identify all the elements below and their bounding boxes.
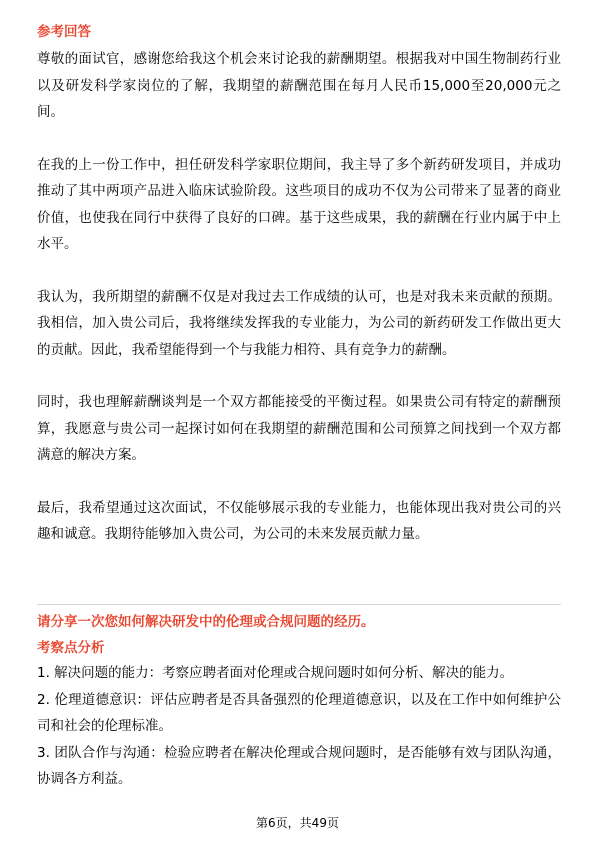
answer-heading: 参考回答: [37, 24, 91, 40]
analysis-point-2: 2. 伦理道德意识：评估应聘者是否具备强烈的伦理道德意识，以及在工作中如何维护公司和社会的伦理标准。: [37, 691, 561, 734]
answer-paragraph-5: 最后，我希望通过这次面试，不仅能够展示我的专业能力，也能体现出我对贵公司的兴趣和诚意。我期待能够加入贵公司，为公司的未来发展贡献力量。: [37, 499, 561, 542]
question-section: [37, 612, 561, 793]
analysis-point-1: 1. 解决问题的能力：考察应聘者面对伦理或合规问题时如何分析、解决的能力。: [37, 665, 514, 681]
answer-paragraph-4: 同时，我也理解薪酬谈判是一个双方都能接受的平衡过程。如果贵公司有特定的薪酬预算，我愿意与贵公司一起探讨如何在我期望的薪酬范围和公司预算之间找到一个双方都满意的解决方案。: [37, 394, 561, 463]
section-divider: [37, 604, 561, 605]
answer-paragraph-1: 尊敬的面试官，感谢您给我这个机会来讨论我的薪酬期望。根据我对中国生物制药行业以及研发科学家岗位的了解，我期望的薪酬范围在每月人民币15,000至20,000元之间。: [37, 51, 561, 120]
page-number: 第6页，共49页: [256, 816, 339, 830]
answer-paragraph-3: 我认为，我所期望的薪酬不仅是对我过去工作成绩的认可，也是对我未来贡献的预期。我相信，加入贵公司后，我将继续发挥我的专业能力，为公司的新药研发工作做出更大的贡献。因此，我希望能得到一个与我能力相符、具有竞争力的薪酬。: [37, 288, 561, 358]
analysis-heading: 考察点分析: [37, 640, 105, 656]
question-title: 请分享一次您如何解决研发中的伦理或合规问题的经历。: [37, 614, 375, 630]
answer-paragraph-2: 在我的上一份工作中，担任研发科学家职位期间，我主导了多个新药研发项目，并成功推动了其中两项产品进入临床试验阶段。这些项目的成功不仅为公司带来了显著的商业价值，也使我在同行中获得了良好的口碑。基于这些成果，我的薪酬在行业内属于中上水平。: [37, 156, 561, 252]
document-page: [37, 0, 561, 548]
analysis-point-3: 3. 团队合作与沟通：检验应聘者在解决伦理或合规问题时，是否能够有效与团队沟通，协调各方利益。: [37, 744, 561, 787]
